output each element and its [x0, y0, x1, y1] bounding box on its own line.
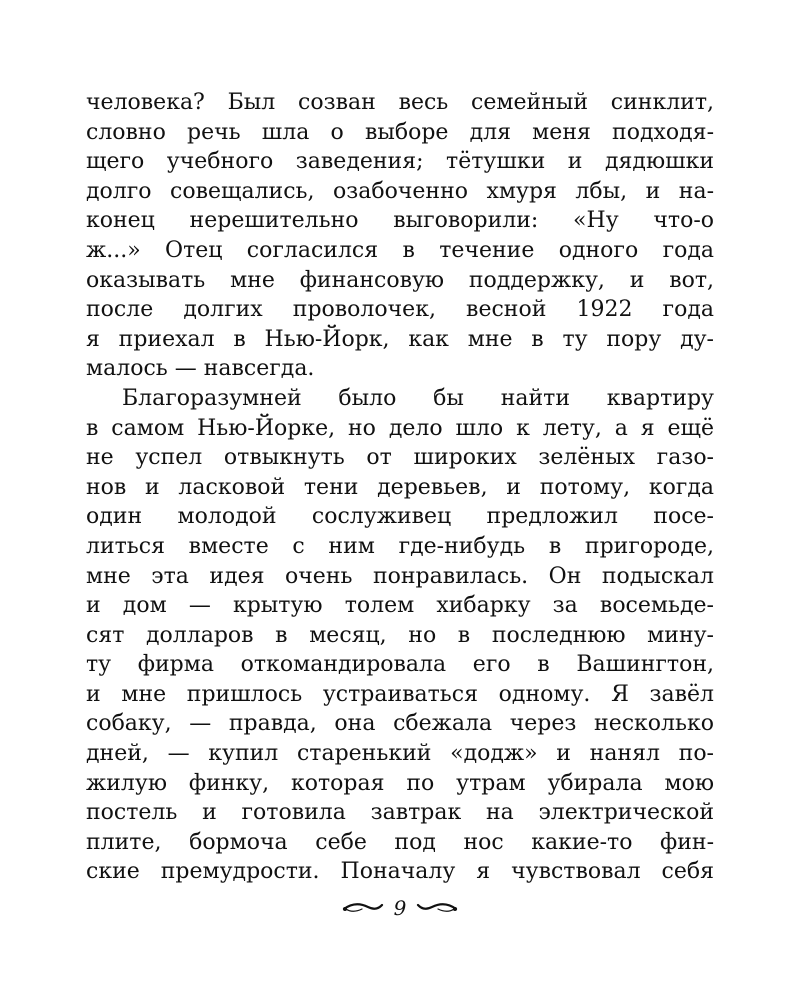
swash-ornament-right-icon [416, 900, 458, 916]
text-line: сят долларов в месяц, но в последнюю мину- [86, 622, 714, 648]
text-line: литься вместе с ним где-нибудь в пригороде, [86, 533, 714, 559]
text-line: я приехал в Нью-Йорк, как мне в ту пору ду- [86, 326, 714, 352]
paragraph-start-line: Благоразумней было бы найти квартиру [122, 385, 714, 411]
text-line: в самом Нью-Йорке, но дело шло к лету, а я ещё [86, 415, 714, 441]
text-line: щего учебного заведения; тётушки и дядюшки [86, 149, 714, 175]
text-line: постель и готовила завтрак на электрической [86, 800, 714, 826]
text-line: конец нерешительно выговорили: «Ну что-о [86, 208, 714, 234]
text-line: нов и ласковой тени деревьев, и потому, когда [86, 474, 714, 500]
swash-ornament-left-icon [342, 900, 384, 916]
text-line: и мне пришлось устраиваться одному. Я завёл [86, 681, 714, 707]
text-line: после долгих проволочек, весной 1922 года [86, 297, 714, 323]
text-line: и дом — крытую толем хибарку за восемьде- [86, 593, 714, 619]
text-line: собаку, — правда, она сбежала через несколько [86, 711, 714, 737]
page-footer [0, 893, 800, 923]
text-line: оказывать мне финансовую поддержку, и вот, [86, 267, 714, 293]
text-line: словно речь шла о выборе для меня подходя- [86, 119, 714, 145]
text-line: ж...» Отец согласился в течение одного года [86, 237, 714, 263]
text-line: мне эта идея очень понравилась. Он подыскал [86, 563, 714, 589]
body-text [86, 88, 714, 887]
text-line: один молодой сослуживец предложил посе- [86, 504, 714, 530]
text-line: человека? Был созван весь семейный синклит, [86, 90, 714, 115]
page-number: 9 [393, 896, 407, 920]
paragraph-end-line: малось — навсегда. [86, 356, 315, 382]
text-line: долго совещались, озабоченно хмуря лбы, и на- [86, 178, 714, 204]
text-line: жилую финку, которая по утрам убирала мою [86, 770, 714, 796]
text-line: ту фирма откомандировала его в Вашингтон, [86, 652, 714, 678]
text-line: плите, бормоча себе под нос какие-то фин- [86, 829, 714, 855]
text-line: дней, — купил старенький «додж» и нанял по- [86, 741, 714, 767]
text-line: не успел отвыкнуть от широких зелёных газо- [86, 445, 714, 471]
text-line: ские премудрости. Поначалу я чувствовал себя [86, 859, 714, 885]
